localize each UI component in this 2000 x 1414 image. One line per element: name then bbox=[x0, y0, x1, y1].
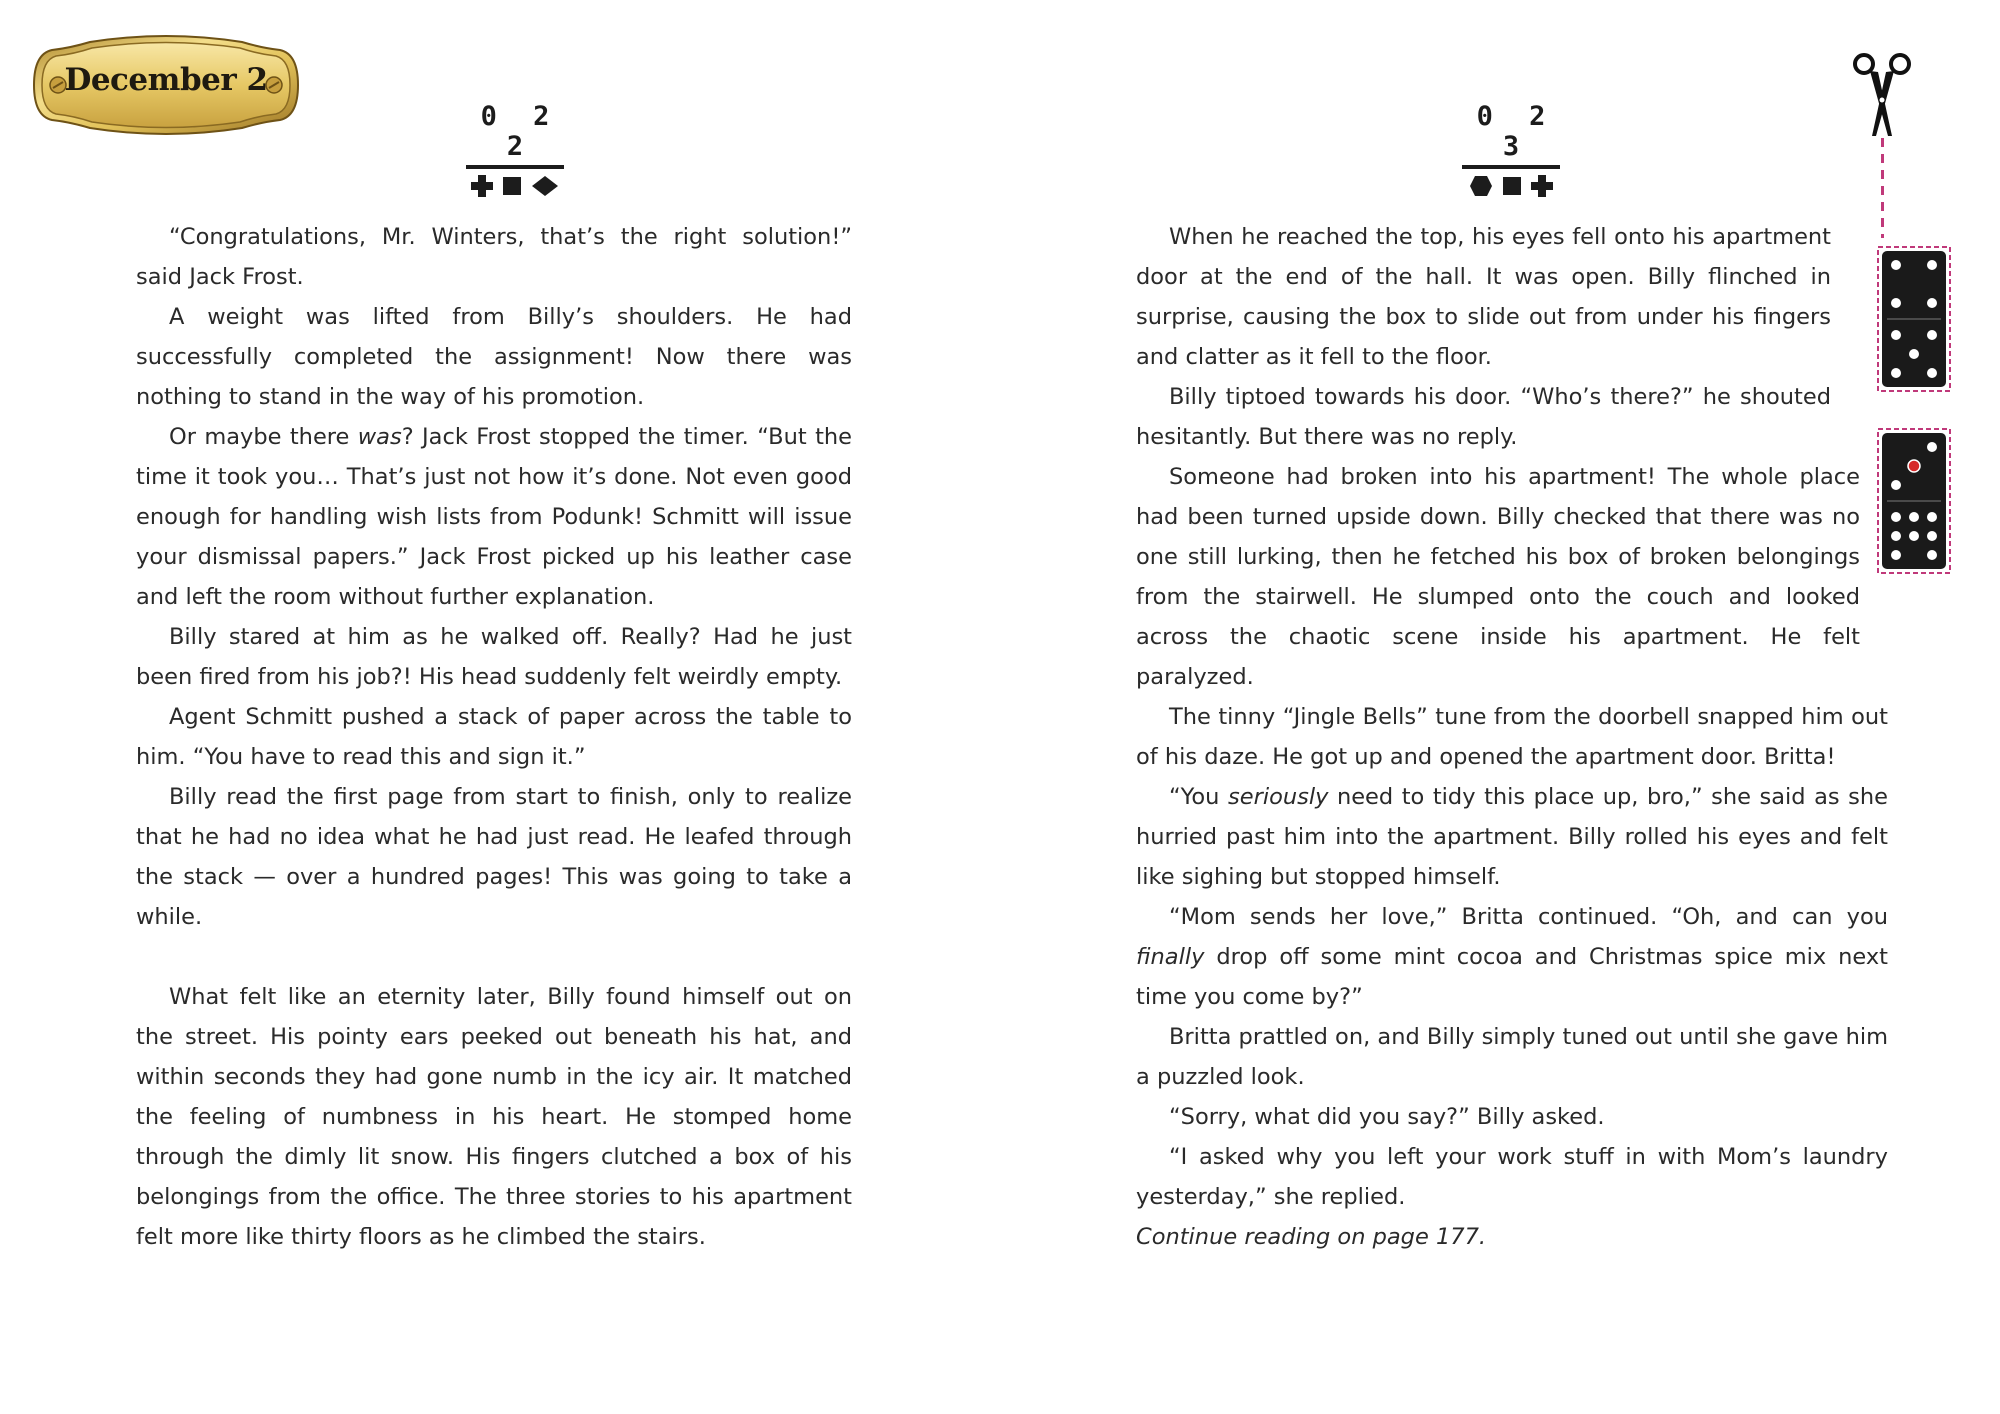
domino-tab-1[interactable] bbox=[1877, 246, 1951, 392]
hexagon-icon bbox=[1469, 175, 1493, 197]
domino-icon bbox=[1877, 428, 1951, 574]
square-icon bbox=[1501, 175, 1523, 197]
right-page-text bbox=[1136, 217, 1888, 1257]
paragraph: Billy stared at him as he walked off. Really? Had he just been fired from his job?! His head suddenly felt weirdly empty. bbox=[136, 624, 852, 690]
page-number-digits: 0 2 2 bbox=[480, 101, 560, 162]
italic-text: was bbox=[357, 424, 402, 450]
italic-text: finally bbox=[1136, 944, 1205, 970]
date-label: December 2 bbox=[64, 62, 268, 98]
paragraph bbox=[136, 417, 852, 617]
paragraph: The tinny “Jingle Bells” tune from the doorbell snapped him out of his daze. He got up and opened the apartment door. Britta! bbox=[1136, 704, 1888, 770]
text-run: drop off some mint cocoa and Christmas spice mix next time you come by?” bbox=[1136, 944, 1888, 1010]
text-run: Or maybe there bbox=[169, 424, 358, 450]
page-number-shapes bbox=[1456, 175, 1566, 197]
page-number-rule bbox=[466, 165, 564, 169]
left-page-text bbox=[136, 217, 852, 1257]
paragraph: A weight was lifted from Billy’s shoulders. He had successfully completed the assignment! Now there was nothing to stand in the way of his promotion. bbox=[136, 304, 852, 410]
paragraph: What felt like an eternity later, Billy found himself out on the street. His pointy ears peeked out beneath his hat, and within seconds they had gone numb in the icy air. It matched the feeling of numbness in his heart. He stomped home through the dimly lit snow. His fingers clutched a box of his belongings from the office. The three stories to his apartment felt more like thirty floors as he climbed the stairs. bbox=[136, 984, 852, 1250]
diamond-icon bbox=[531, 175, 559, 197]
paragraph: Someone had broken into his apartment! The whole place had been turned upside down. Billy checked that there was no one still lurking, then he fetched his box of broken belongings from the stairwell. He slumped onto the couch and looked across the chaotic scene inside his apartment. He felt paralyzed. bbox=[1136, 464, 1860, 690]
text-run: “Mom sends her love,” Britta continued. “Oh, and can you bbox=[1169, 904, 1888, 930]
paragraph: Billy tiptoed towards his door. “Who’s there?” he shouted hesitantly. But there was no reply. bbox=[1136, 384, 1831, 450]
page-number-shapes bbox=[460, 175, 570, 197]
plus-icon bbox=[471, 175, 493, 197]
continue-note: Continue reading on page 177. bbox=[1136, 1224, 1487, 1250]
paragraph: Britta prattled on, and Billy simply tuned out until she gave him a puzzled look. bbox=[1136, 1024, 1888, 1090]
page-number-left bbox=[460, 102, 570, 197]
cut-line bbox=[1881, 138, 1884, 238]
italic-text: seriously bbox=[1228, 784, 1329, 810]
plus-icon bbox=[1531, 175, 1553, 197]
text-run: ? Jack Frost stopped the timer. “But the time it took you… That’s just not how it’s done. Not even good enough for handling wish lists from Podunk! Schmitt will issue your dismissal papers.” Jack Frost picked up his leather case and left the room without further explanation. bbox=[136, 424, 852, 610]
text-run: need to tidy this place up, bro,” she said as she hurried past him into the apartment. Billy rolled his eyes and felt like sighing but stopped himself. bbox=[1136, 784, 1889, 890]
scissors-icon bbox=[1852, 52, 1912, 138]
square-icon bbox=[501, 175, 523, 197]
paragraph: “Sorry, what did you say?” Billy asked. bbox=[1169, 1104, 1605, 1130]
domino-icon bbox=[1877, 246, 1951, 392]
paragraph bbox=[1136, 897, 1888, 1017]
paragraph: “I asked why you left your work stuff in with Mom’s laundry yesterday,” she replied. bbox=[1136, 1144, 1888, 1210]
paragraph: Agent Schmitt pushed a stack of paper across the table to him. “You have to read this and sign it.” bbox=[136, 704, 852, 770]
paragraph bbox=[1136, 777, 1888, 897]
page-number-right bbox=[1456, 102, 1566, 197]
page-number-rule bbox=[1462, 165, 1560, 169]
paragraph: When he reached the top, his eyes fell onto his apartment door at the end of the hall. It was open. Billy flinched in surprise, causing the box to slide out from under his fingers and clatter as it fell to the floor. bbox=[1136, 224, 1831, 370]
text-run: “You bbox=[1169, 784, 1228, 810]
domino-tab-2[interactable] bbox=[1877, 428, 1951, 574]
date-plaque bbox=[30, 32, 302, 138]
paragraph: “Congratulations, Mr. Winters, that’s the right solution!” said Jack Frost. bbox=[136, 224, 852, 290]
paragraph: Billy read the first page from start to finish, only to realize that he had no idea what he had just read. He leafed through the stack — over a hundred pages! This was going to take a while. bbox=[136, 784, 852, 930]
page-number-digits: 0 2 3 bbox=[1476, 101, 1556, 162]
